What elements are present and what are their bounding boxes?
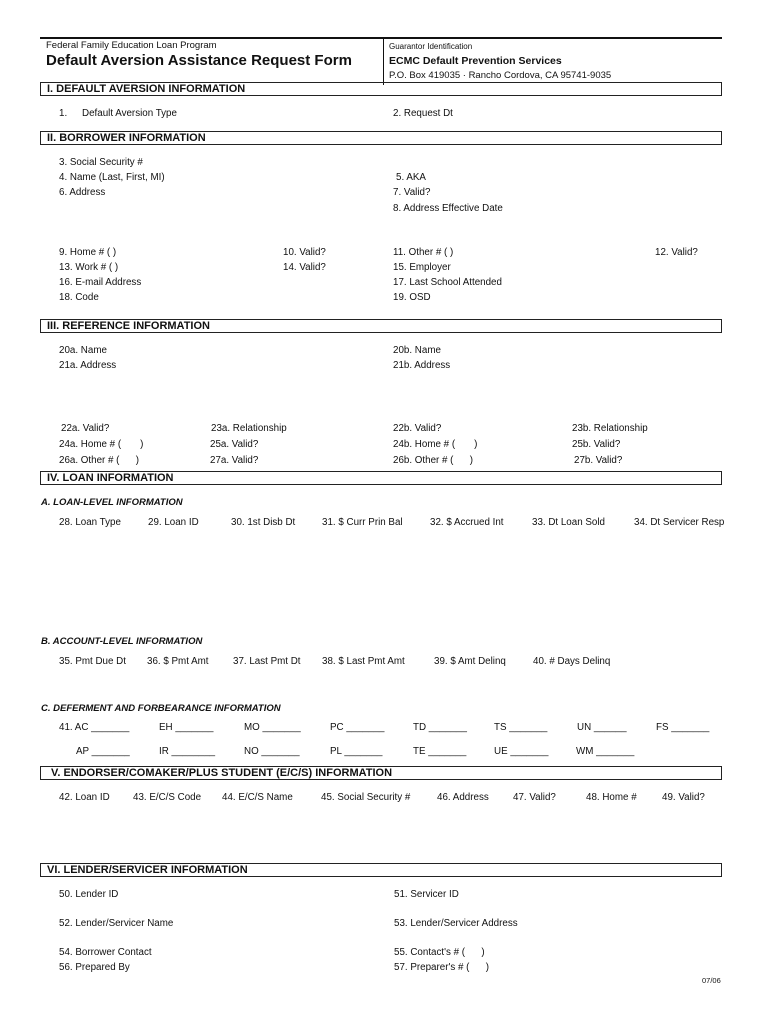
def-td: TD _______: [413, 722, 467, 733]
field-address-effective-date: 8. Address Effective Date: [393, 203, 503, 214]
field-osd: 19. OSD: [393, 292, 431, 303]
col-curr-prin-bal: 31. $ Curr Prin Bal: [322, 517, 403, 528]
field-ref-valid-22b: 22b. Valid?: [393, 423, 442, 434]
header-top-rule: [40, 37, 722, 39]
subsection-loan-level: A. LOAN-LEVEL INFORMATION: [41, 497, 183, 508]
field-ref-valid-25b: 25b. Valid?: [572, 439, 621, 450]
col-ecs-address: 46. Address: [437, 792, 489, 803]
guarantor-name: ECMC Default Prevention Services: [389, 55, 562, 67]
field-ref-valid-22a: 22a. Valid?: [61, 423, 110, 434]
field-other-phone: 11. Other # ( ): [393, 247, 454, 258]
def-fs: FS _______: [656, 722, 710, 733]
field-code: 18. Code: [59, 292, 99, 303]
col-ecs-name: 44. E/C/S Name: [222, 792, 293, 803]
field-ref-valid-27b: 27b. Valid?: [574, 455, 623, 466]
subsection-account-level: B. ACCOUNT-LEVEL INFORMATION: [41, 636, 203, 647]
def-eh: EH _______: [159, 722, 214, 733]
field-name: 4. Name (Last, First, MI): [59, 172, 165, 183]
section-reference-header: III. REFERENCE INFORMATION: [40, 319, 722, 333]
section-default-aversion-header: I. DEFAULT AVERSION INFORMATION: [40, 82, 722, 96]
field-ssn: 3. Social Security #: [59, 157, 143, 168]
col-loan-type: 28. Loan Type: [59, 517, 121, 528]
field-ref-other-b: 26b. Other # ( ): [393, 455, 474, 466]
field-lender-servicer-name: 52. Lender/Servicer Name: [59, 918, 174, 929]
field-ref-valid-25a: 25a. Valid?: [210, 439, 259, 450]
field-email: 16. E-mail Address: [59, 277, 142, 288]
def-ap: AP _______: [76, 746, 130, 757]
field-prepared-by: 56. Prepared By: [59, 962, 130, 973]
field-aka: 5. AKA: [396, 172, 426, 183]
col-ecs-home: 48. Home #: [586, 792, 637, 803]
field-preparer-phone: 57. Preparer's # ( ): [394, 962, 489, 973]
col-first-disb-dt: 30. 1st Disb Dt: [231, 517, 296, 528]
field-ref-other-a: 26a. Other # ( ): [59, 455, 140, 466]
def-ac: 41. AC _______: [59, 722, 130, 733]
col-ecs-ssn: 45. Social Security #: [321, 792, 411, 803]
field-home-phone: 9. Home # ( ): [59, 247, 117, 258]
col-ecs-code: 43. E/C/S Code: [133, 792, 202, 803]
field-valid-14: 14. Valid?: [283, 262, 326, 273]
field-ref-home-b: 24b. Home # ( ): [393, 439, 478, 450]
def-no: NO _______: [244, 746, 300, 757]
field-employer: 15. Employer: [393, 262, 451, 273]
col-pmt-amt: 36. $ Pmt Amt: [147, 656, 209, 667]
field-default-aversion-type: Default Aversion Type: [82, 108, 177, 119]
field-1-num: 1.: [59, 108, 68, 119]
field-request-dt: 2. Request Dt: [393, 108, 453, 119]
form-title: Default Aversion Assistance Request Form: [46, 52, 352, 69]
col-ecs-valid-47: 47. Valid?: [513, 792, 556, 803]
field-last-school: 17. Last School Attended: [393, 277, 502, 288]
program-name: Federal Family Education Loan Program: [46, 40, 217, 51]
section-loan-header: IV. LOAN INFORMATION: [40, 471, 722, 485]
field-ref-address-b: 21b. Address: [393, 360, 451, 371]
revision-date: 07/06: [702, 976, 721, 985]
field-borrower-contact: 54. Borrower Contact: [59, 947, 152, 958]
section-lender-header: VI. LENDER/SERVICER INFORMATION: [40, 863, 722, 877]
guarantor-label: Guarantor Identification: [389, 42, 473, 51]
col-ecs-valid-49: 49. Valid?: [662, 792, 705, 803]
def-pc: PC _______: [330, 722, 385, 733]
def-te: TE _______: [413, 746, 467, 757]
field-lender-servicer-address: 53. Lender/Servicer Address: [394, 918, 518, 929]
col-amt-delinq: 39. $ Amt Delinq: [434, 656, 506, 667]
field-lender-id: 50. Lender ID: [59, 889, 119, 900]
col-last-pmt-dt: 37. Last Pmt Dt: [233, 656, 301, 667]
def-mo: MO _______: [244, 722, 301, 733]
col-dt-servicer-resp: 34. Dt Servicer Resp: [634, 517, 725, 528]
field-work-phone: 13. Work # ( ): [59, 262, 119, 273]
field-contact-phone: 55. Contact's # ( ): [394, 947, 485, 958]
section-ecs-header: V. ENDORSER/COMAKER/PLUS STUDENT (E/C/S) INFORMATION: [40, 766, 722, 780]
field-valid-12: 12. Valid?: [655, 247, 698, 258]
section-borrower-header: II. BORROWER INFORMATION: [40, 131, 722, 145]
col-ecs-loan-id: 42. Loan ID: [59, 792, 110, 803]
field-ref-relationship-b: 23b. Relationship: [572, 423, 648, 434]
field-ref-name-b: 20b. Name: [393, 345, 441, 356]
def-ue: UE _______: [494, 746, 549, 757]
def-ts: TS _______: [494, 722, 548, 733]
col-pmt-due-dt: 35. Pmt Due Dt: [59, 656, 126, 667]
field-address: 6. Address: [59, 187, 106, 198]
def-un: UN ______: [577, 722, 627, 733]
col-last-pmt-amt: 38. $ Last Pmt Amt: [322, 656, 405, 667]
subsection-deferment: C. DEFERMENT AND FORBEARANCE INFORMATION: [41, 703, 281, 714]
field-ref-valid-27a: 27a. Valid?: [210, 455, 259, 466]
def-pl: PL _______: [330, 746, 383, 757]
field-valid-10: 10. Valid?: [283, 247, 326, 258]
col-dt-loan-sold: 33. Dt Loan Sold: [532, 517, 605, 528]
def-wm: WM _______: [576, 746, 635, 757]
col-accrued-int: 32. $ Accrued Int: [430, 517, 504, 528]
field-ref-name-a: 20a. Name: [59, 345, 107, 356]
field-servicer-id: 51. Servicer ID: [394, 889, 459, 900]
field-ref-address-a: 21a. Address: [59, 360, 117, 371]
field-valid-7: 7. Valid?: [393, 187, 431, 198]
col-loan-id: 29. Loan ID: [148, 517, 199, 528]
def-ir: IR ________: [159, 746, 216, 757]
field-ref-home-a: 24a. Home # ( ): [59, 439, 144, 450]
guarantor-address: P.O. Box 419035 · Rancho Cordova, CA 95741-9035: [389, 70, 612, 81]
field-ref-relationship-a: 23a. Relationship: [211, 423, 287, 434]
col-days-delinq: 40. # Days Delinq: [533, 656, 611, 667]
header-divider: [383, 39, 384, 85]
